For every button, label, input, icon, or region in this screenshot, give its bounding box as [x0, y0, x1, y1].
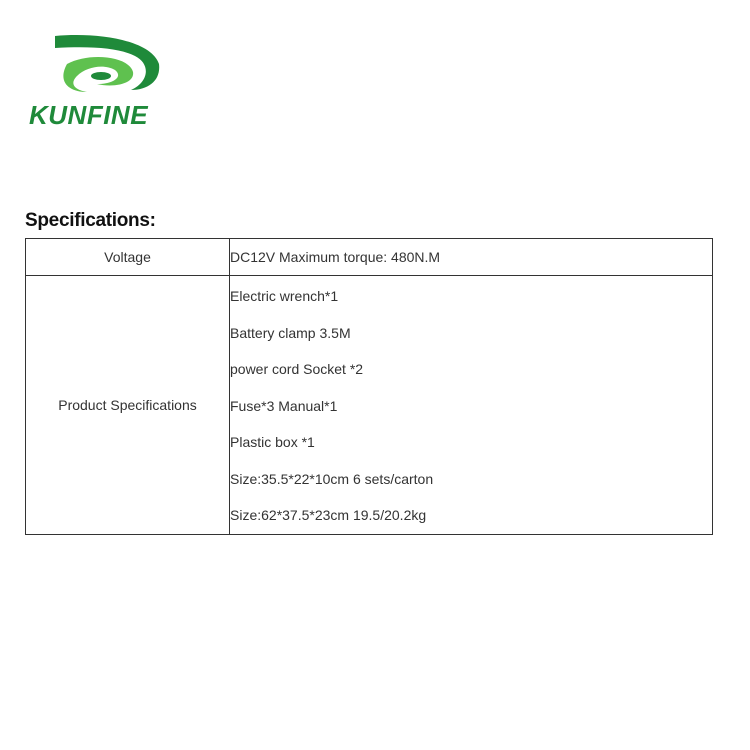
section-title: Specifications: [25, 210, 156, 231]
row-label: Product Specifications [26, 276, 230, 535]
list-item: power cord Socket *2 [230, 361, 364, 377]
row-label: Voltage [26, 239, 230, 276]
list-item: Fuse*3 Manual*1 [230, 397, 338, 414]
kunfine-swirl-logo-icon [53, 34, 163, 92]
list-item: Electric wrench*1 [230, 288, 339, 304]
list-item: Plastic box *1 [230, 434, 315, 450]
list-item: Size:35.5*22*10cm 6 sets/carton [230, 470, 434, 487]
table-row [26, 276, 713, 535]
brand-logo [27, 30, 177, 140]
row-value-list [230, 276, 713, 535]
list-item: Size:62*37.5*23cm 19.5/20.2kg [230, 507, 427, 523]
table-row [26, 239, 713, 276]
spec-table [25, 238, 713, 535]
brand-name: KUNFINE [29, 100, 149, 130]
row-value: DC12V Maximum torque: 480N.M [230, 239, 713, 276]
list-item: Battery clamp 3.5M [230, 324, 351, 341]
